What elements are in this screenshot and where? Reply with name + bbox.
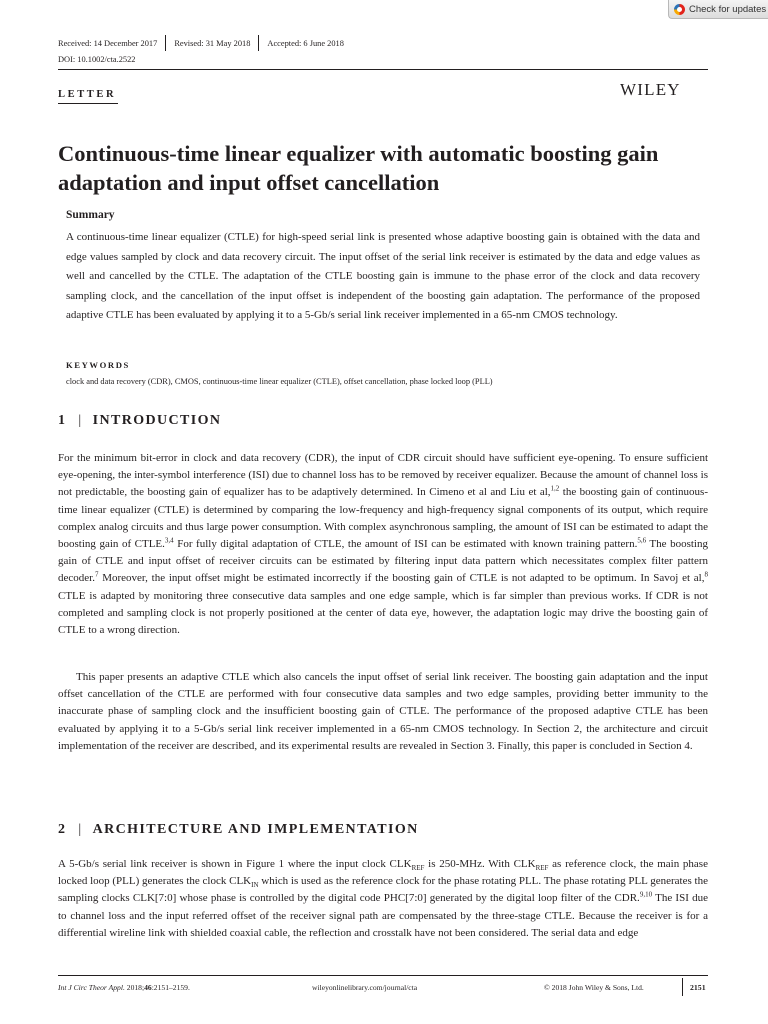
article-type-underline	[58, 103, 118, 104]
article-type: LETTER	[58, 89, 117, 100]
section-title: ARCHITECTURE AND IMPLEMENTATION	[92, 822, 419, 837]
keywords-heading: KEYWORDS	[66, 360, 130, 370]
text-run: The boosting gain of CTLE and input offset of receiver circuits can be estimated by filtering input data pattern which necessitates complex filter pattern decoder.	[58, 538, 708, 585]
text-run: The ISI due to channel loss and the input referred offset of the receiver signal path are compensated by the three-stage CTLE. Because the receiver is for a differential wireline link with shielded coaxial cable, the reflection and crosstalk have not been considered. The serial data and edge	[58, 892, 708, 939]
pages: :2151–2159.	[151, 983, 190, 992]
publisher-logo: WILEY	[620, 80, 681, 99]
intro-paragraph-2: This paper presents an adaptive CTLE which also cancels the input offset of serial link receiver. The boosting gain adaptation and the input offset cancellation of the CTLE are performed with four consecutive data samples and two edge samples, providing better immunity to the inaccurate phase of sampling clock and the insufficient boosting gain of CTLE. The performance of the proposed adaptive CTLE has been evaluated by applying it to a 5-Gb/s serial link receiver implemented in a 65-nm CMOS technology. In Section 2, the architecture and circuit implementation of the receiver are described, and its experimental results are revealed in Section 3. Finally, this paper is concluded in Section 4.	[58, 671, 708, 752]
section-heading-introduction	[58, 413, 221, 429]
keywords-text: clock and data recovery (CDR), CMOS, continuous-time linear equalizer (CTLE), offset cancellation, phase locked loop (PLL)	[66, 377, 493, 386]
text-run: For the minimum bit-error in clock and data recovery (CDR), the input of CDR circuit should have sufficient eye-opening. To ensure sufficient eye-opening, the inter-symbol interference (ISI) due to channel loss has to be removed by receiver equalizer. Because the amount of channel loss is not predictable, the boosting gain of equalizer has to be adaptively determined. In Cimeno et al and Liu et al,	[58, 452, 708, 499]
citation[interactable]: 3,4	[164, 536, 174, 545]
section-divider: |	[78, 413, 83, 428]
check-for-updates-button[interactable]	[668, 0, 768, 19]
year: 2018;	[126, 983, 145, 992]
footer-divider	[682, 978, 683, 996]
text-run: is 250-MHz. With CLK	[424, 858, 536, 870]
citation[interactable]: 7	[94, 570, 99, 579]
citation[interactable]: 8	[704, 570, 708, 579]
section-number: 1	[58, 413, 67, 428]
revised-date: Revised: 31 May 2018	[174, 38, 251, 48]
section-divider: |	[78, 822, 83, 837]
page-number: 2151	[690, 983, 706, 992]
header-rule	[58, 69, 708, 70]
footer-rule	[58, 975, 708, 976]
article-history	[58, 36, 344, 50]
copyright: © 2018 John Wiley & Sons, Ltd.	[544, 983, 644, 992]
intro-paragraph-1	[58, 450, 708, 639]
volume: 46	[144, 983, 152, 992]
subscript: IN	[251, 881, 259, 890]
citation[interactable]: 9,10	[639, 890, 653, 899]
divider	[165, 35, 166, 51]
summary-text: A continuous-time linear equalizer (CTLE) for high-speed serial link is presented whose adaptive boosting gain is obtained with the data and edge values sampled by clock and data recovery circuit. The input offset of the serial link receiver is estimated by the data and edge values as well and cancelled by the CTLE. The adaptation of the CTLE boosting gain is immune to the phase error of the clock and data recovery sampling clock, and the cancellation of the input offset is independent of the boosting gain adaptation. The performance of the proposed adaptive CTLE has been evaluated by applying it to a 5-Gb/s serial link receiver implemented in a 65-nm CMOS technology.	[66, 231, 700, 322]
subscript: REF	[411, 864, 425, 873]
article-title: Continuous-time linear equalizer with automatic boosting gain adaptation and input offset cancellation	[58, 141, 659, 195]
accepted-date: Accepted: 6 June 2018	[267, 38, 344, 48]
summary-heading: Summary	[66, 209, 115, 221]
section-number: 2	[58, 822, 67, 837]
section-title: INTRODUCTION	[92, 413, 222, 428]
text-run: the boosting gain of continuous-time linear equalizer (CTLE) is determined by comparing the low-frequency and high-frequency signal components of its output, which require complex analog circuits and thus large power consumption. With complex asynchronous sampling, the amount of ISI can be estimated to adapt the boosting gain of CTLE.	[58, 486, 708, 551]
citation[interactable]: 1,2	[550, 484, 560, 493]
section-heading-architecture	[58, 822, 419, 838]
crossmark-icon	[674, 4, 685, 15]
text-run: which is used as the reference clock for the phase rotating PLL. The phase rotating PLL generates the sampling clocks CLK[7:0] whose phase is controlled by the digital code PHC[7:0] generated by the digital loop filter of the CDR.	[58, 875, 708, 905]
journal-name: Int J Circ Theor Appl.	[58, 983, 125, 992]
subscript: REF	[535, 864, 549, 873]
architecture-paragraph-1	[58, 856, 708, 942]
citation[interactable]: 5,6	[637, 536, 647, 545]
text-run: as reference clock, the main phase locked loop (PLL) generates the clock CLK	[58, 858, 708, 888]
journal-url[interactable]: wileyonlinelibrary.com/journal/cta	[312, 983, 418, 992]
received-date: Received: 14 December 2017	[58, 38, 158, 48]
check-for-updates-label: Check for updates	[689, 3, 767, 15]
text-run: A 5-Gb/s serial link receiver is shown in Figure 1 where the input clock CLK	[58, 858, 412, 870]
text-run: Moreover, the input offset might be estimated incorrectly if the boosting gain of CTLE is not adapted to be optimum. In Savoj et al,	[98, 572, 705, 585]
text-run: For fully digital adaptation of CTLE, the amount of ISI can be estimated with known training pattern.	[173, 538, 638, 551]
divider	[258, 35, 259, 51]
doi[interactable]: DOI: 10.1002/cta.2522	[58, 55, 136, 64]
journal-citation	[58, 983, 190, 992]
text-run: CTLE is adapted by monitoring three consecutive data samples and one edge sample, which is far simpler than previous works. If CDR is not completed and sampling clock is not properly positioned at the center of data eye, however, the adaptation logic may drive the boosting gain of CTLE to a wrong direction.	[58, 589, 708, 637]
